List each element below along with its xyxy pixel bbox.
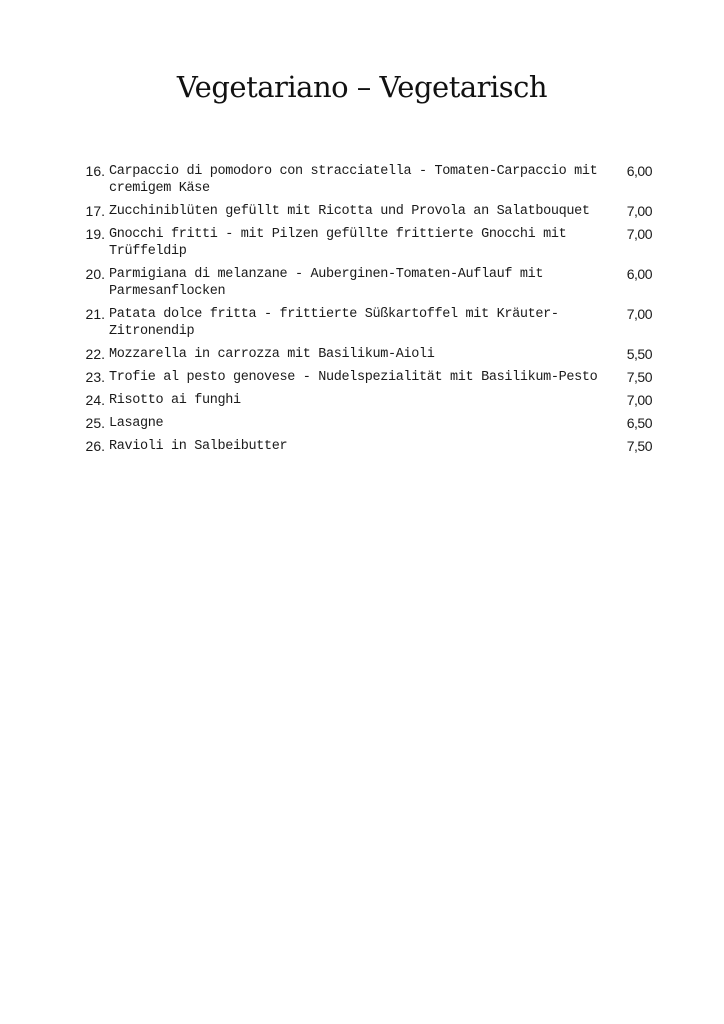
- menu-list: [78, 163, 658, 461]
- item-description: Patata dolce fritta - frittierte Süßkartoffel mit Kräuter-Zitronendip: [109, 307, 559, 339]
- item-number: 24.: [85, 392, 105, 408]
- menu-item: [78, 226, 658, 260]
- item-price: 6,00: [626, 163, 652, 179]
- item-price: 7,50: [626, 438, 652, 454]
- item-description: Gnocchi fritti - mit Pilzen gefüllte frittierte Gnocchi mit Trüffeldip: [109, 227, 567, 259]
- item-number: 22.: [85, 346, 105, 362]
- item-description: Lasagne: [109, 416, 164, 431]
- menu-item: [78, 203, 658, 220]
- item-description: Parmigiana di melanzane - Auberginen-Tomaten-Auflauf mit Parmesanflocken: [109, 267, 544, 299]
- item-number: 16.: [85, 163, 105, 179]
- item-price: 7,00: [626, 203, 652, 219]
- menu-item: [78, 306, 658, 340]
- menu-item: [78, 392, 658, 409]
- item-number: 26.: [85, 438, 105, 454]
- item-number: 25.: [85, 415, 105, 431]
- menu-item: [78, 266, 658, 300]
- menu-item: [78, 415, 658, 432]
- item-price: 7,00: [626, 226, 652, 242]
- item-number: 19.: [85, 226, 105, 242]
- item-price: 7,00: [626, 392, 652, 408]
- item-description: Zucchiniblüten gefüllt mit Ricotta und Provola an Salatbouquet: [109, 204, 590, 219]
- page-title: Vegetariano – Vegetarisch: [176, 70, 548, 104]
- menu-item: [78, 369, 658, 386]
- item-description: Trofie al pesto genovese - Nudelspezialität mit Basilikum-Pesto: [109, 370, 598, 385]
- menu-item: [78, 438, 658, 455]
- item-number: 21.: [85, 306, 105, 322]
- item-price: 5,50: [626, 346, 652, 362]
- item-number: 17.: [85, 203, 105, 219]
- item-price: 6,00: [626, 266, 652, 282]
- item-description: Carpaccio di pomodoro con stracciatella - Tomaten-Carpaccio mit cremigem Käse: [109, 164, 598, 196]
- item-price: 6,50: [626, 415, 652, 431]
- menu-item: [78, 346, 658, 363]
- item-description: Ravioli in Salbeibutter: [109, 439, 288, 454]
- item-description: Risotto ai funghi: [109, 393, 241, 408]
- item-description: Mozzarella in carrozza mit Basilikum-Aioli: [109, 347, 435, 362]
- item-number: 23.: [85, 369, 105, 385]
- item-number: 20.: [85, 266, 105, 282]
- menu-item: [78, 163, 658, 197]
- item-price: 7,00: [626, 306, 652, 322]
- item-price: 7,50: [626, 369, 652, 385]
